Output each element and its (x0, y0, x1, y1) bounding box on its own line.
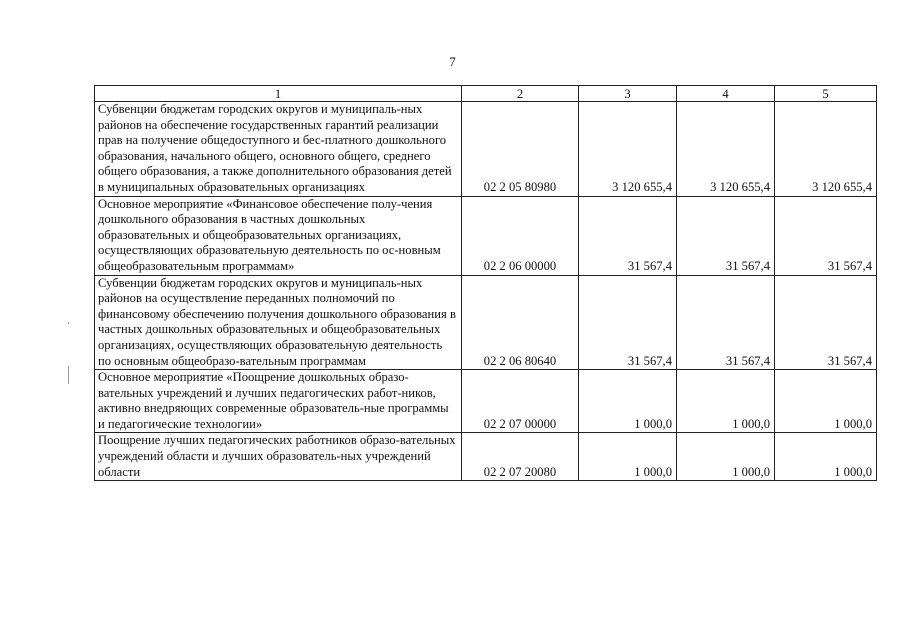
row-value: 31 567,4 (775, 275, 877, 370)
row-name: Субвенции бюджетам городских округов и муниципаль-ных районов на обеспечение государственных гарантий реализации прав на получение общедоступного и бес-платного дошкольного образования, начального общего, основного общего, среднего общего образования, а также дополнительного образования детей в муниципальных образовательных организациях (95, 102, 462, 197)
row-value: 31 567,4 (579, 275, 677, 370)
row-value: 1 000,0 (677, 433, 775, 481)
row-code: 02 2 05 80980 (462, 102, 579, 197)
scan-artifact-mark (68, 322, 69, 324)
table-row (95, 433, 877, 481)
column-header: 2 (462, 86, 579, 102)
row-value: 1 000,0 (579, 433, 677, 481)
budget-table (94, 85, 877, 481)
row-value: 1 000,0 (775, 433, 877, 481)
scan-artifact-mark (68, 366, 69, 384)
row-value: 31 567,4 (579, 196, 677, 275)
page-number: 7 (449, 54, 456, 69)
row-value: 31 567,4 (677, 275, 775, 370)
row-value: 1 000,0 (579, 370, 677, 433)
row-value: 3 120 655,4 (677, 102, 775, 197)
row-value: 1 000,0 (775, 370, 877, 433)
column-header: 5 (775, 86, 877, 102)
column-header: 4 (677, 86, 775, 102)
row-name: Основное мероприятие «Финансовое обеспечение полу-чения дошкольного образования в частных дошкольных образовательных и общеобразовательных организациях, осуществляющих образовательную деятельность по ос-новным общеобразовательным программам» (95, 196, 462, 275)
table-row (95, 196, 877, 275)
row-value: 31 567,4 (677, 196, 775, 275)
row-code: 02 2 06 00000 (462, 196, 579, 275)
row-name: Основное мероприятие «Поощрение дошкольных образо-вательных учреждений и лучших педагогических работ-ников, активно внедряющих современные образователь-ные программы и педагогические технологии» (95, 370, 462, 433)
column-header: 1 (95, 86, 462, 102)
table-row (95, 275, 877, 370)
table-row (95, 370, 877, 433)
column-header: 3 (579, 86, 677, 102)
row-value: 3 120 655,4 (579, 102, 677, 197)
row-code: 02 2 06 80640 (462, 275, 579, 370)
row-value: 1 000,0 (677, 370, 775, 433)
table-header-row (95, 86, 877, 102)
row-value: 31 567,4 (775, 196, 877, 275)
table-row (95, 102, 877, 197)
row-code: 02 2 07 20080 (462, 433, 579, 481)
row-name: Поощрение лучших педагогических работников образо-вательных учреждений области и лучших образователь-ных учреждений области (95, 433, 462, 481)
row-value: 3 120 655,4 (775, 102, 877, 197)
row-name: Субвенции бюджетам городских округов и муниципаль-ных районов на осуществление переданных полномочий по финансовому обеспечению получения дошкольного образования в частных дошкольных образовательных и общеобразовательных организациях, осуществляющих образовательную деятельность по основным общеобразо-вательным программам (95, 275, 462, 370)
row-code: 02 2 07 00000 (462, 370, 579, 433)
